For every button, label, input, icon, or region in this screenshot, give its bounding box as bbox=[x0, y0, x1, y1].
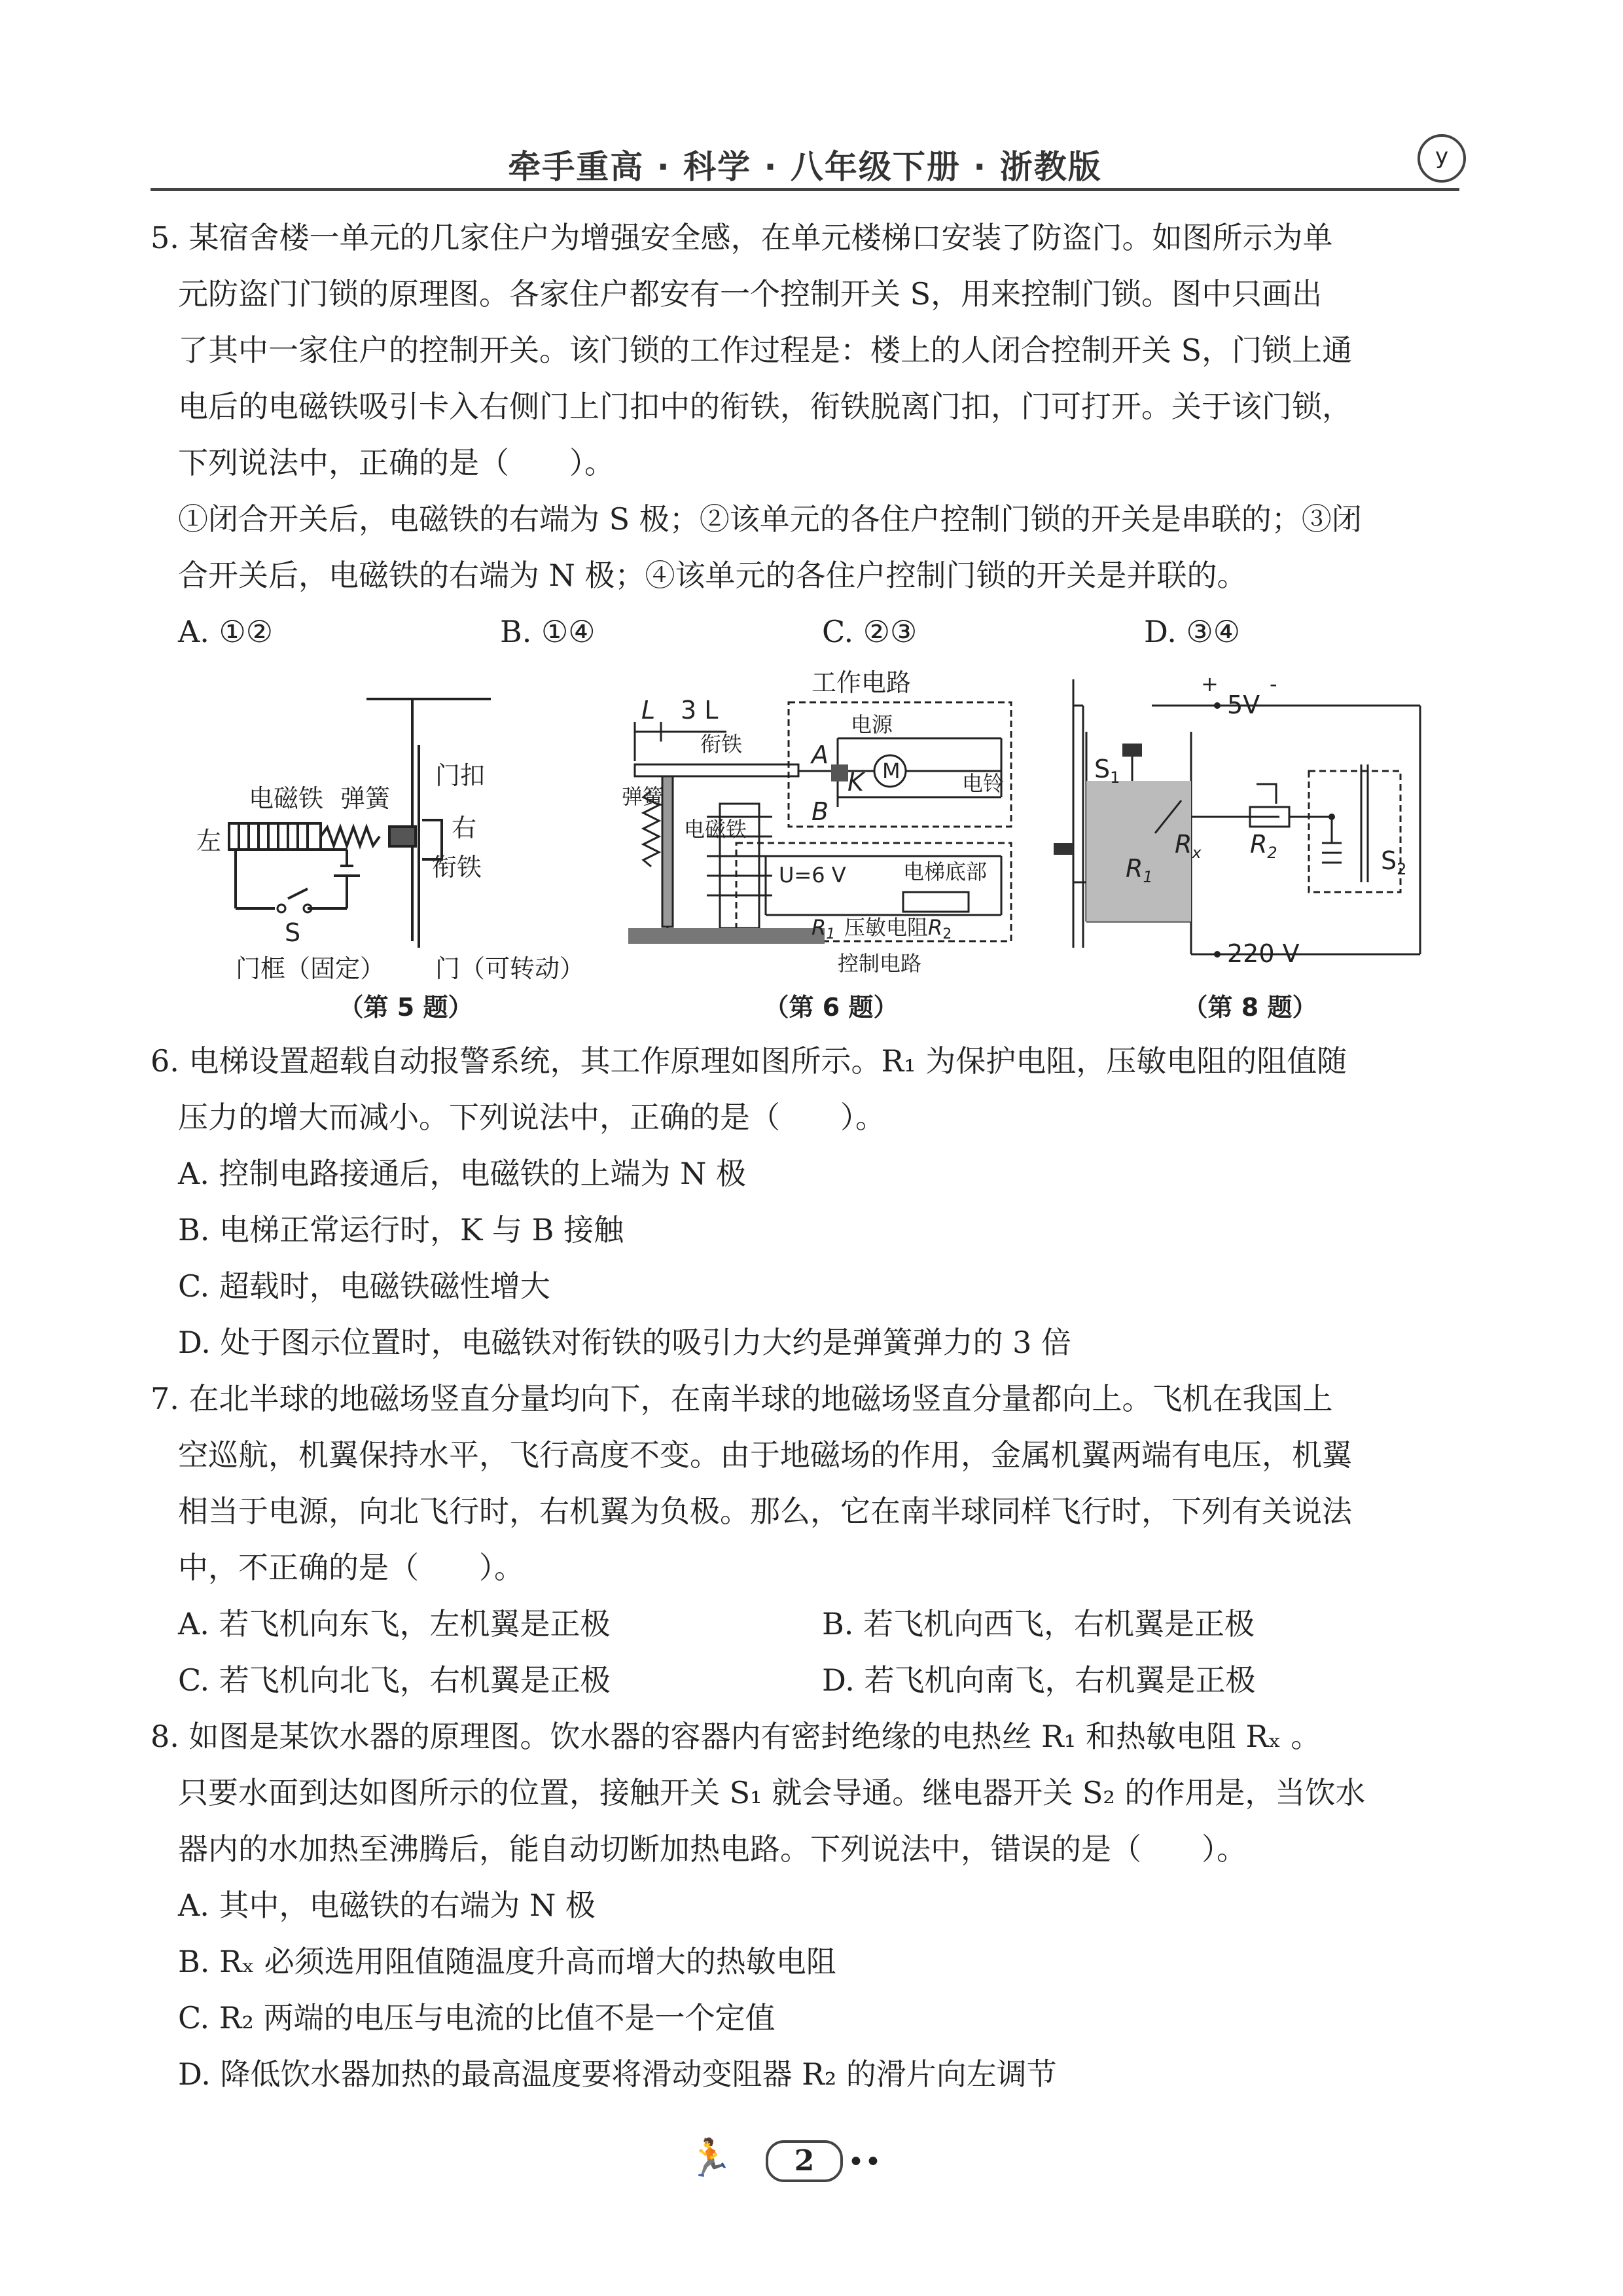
header-badge-icon: y bbox=[1418, 134, 1466, 183]
fig6-label-L: L bbox=[641, 696, 656, 725]
figures-row bbox=[151, 666, 1466, 1020]
q8-stem-line: 只要水面到达如图所示的位置，接触开关 S₁ 就会导通。继电器开关 S₂ 的作用是，当饮水 bbox=[178, 1775, 1366, 1810]
fig5-label-door: 门（可转动） bbox=[435, 954, 585, 983]
q5-stem-line: 5. 某宿舍楼一单元的几家住户为增强安全感，在单元楼梯口安装了防盗门。如图所示为单 bbox=[151, 220, 1333, 255]
q6-option-a: A. 控制电路接通后，电磁铁的上端为 N 极 bbox=[178, 1156, 746, 1191]
figure-5 bbox=[177, 666, 635, 1023]
fig8-label-R2-sub: 2 bbox=[1267, 844, 1277, 862]
fig6-label-voltage: U=6 V bbox=[779, 863, 846, 888]
q7-stem-line: 相当于电源，向北飞行时，右机翼为负极。那么，它在南半球同样飞行时，下列有关说法 bbox=[178, 1494, 1352, 1529]
figure-6 bbox=[622, 666, 1041, 1023]
q5-statement-line: ①闭合开关后，电磁铁的右端为 S 极；②该单元的各住户控制门锁的开关是串联的；③闭 bbox=[178, 501, 1362, 537]
fig6-label-bell: 电铃 bbox=[962, 771, 1005, 796]
q7-option-a: A. 若飞机向东飞，左机翼是正极 bbox=[178, 1606, 611, 1641]
q7-option-d: D. 若飞机向南飞，右机翼是正极 bbox=[822, 1662, 1256, 1698]
fig6-label-R1 bbox=[812, 915, 835, 942]
q6-option-b: B. 电梯正常运行时，K 与 B 接触 bbox=[178, 1212, 624, 1247]
page-number: 2 bbox=[766, 2140, 843, 2182]
q7-stem-line: 空巡航，机翼保持水平，飞行高度不变。由于地磁场的作用，金属机翼两端有电压，机翼 bbox=[178, 1437, 1352, 1473]
fig8-label-minus: - bbox=[1270, 672, 1277, 696]
q5-option-d: D. ③④ bbox=[1144, 614, 1240, 649]
question-8 bbox=[151, 1708, 1466, 2102]
figure-8-diagram bbox=[1054, 666, 1446, 987]
q6-stem-line: 6. 电梯设置超载自动报警系统，其工作原理如图所示。R₁ 为保护电阻，压敏电阻的阻值随 bbox=[151, 1043, 1347, 1079]
page-header bbox=[151, 141, 1459, 193]
q7-stem-line: 中，不正确的是（ ）。 bbox=[178, 1550, 524, 1585]
fig8-label-plus: + bbox=[1201, 672, 1219, 696]
q6-option-d: D. 处于图示位置时，电磁铁对衔铁的吸引力大约是弹簧弹力的 3 倍 bbox=[178, 1325, 1071, 1360]
header-rule bbox=[151, 188, 1459, 191]
q7-stem-line: 7. 在北半球的地磁场竖直分量均向下，在南半球的地磁场竖直分量都向上。飞机在我国上 bbox=[151, 1381, 1333, 1416]
figure-5-diagram bbox=[177, 666, 635, 987]
q6-stem-line: 压力的增大而减小。下列说法中，正确的是（ ）。 bbox=[178, 1100, 885, 1135]
q8-option-c: C. R₂ 两端的电压与电流的比值不是一个定值 bbox=[178, 2000, 776, 2036]
fig8-label-Rx bbox=[1175, 830, 1202, 862]
fig6-label-R2-letter: R bbox=[928, 915, 943, 940]
q5-option-b: B. ①④ bbox=[500, 614, 596, 649]
fig5-label-latch: 门扣 bbox=[435, 761, 486, 790]
q5-option-c: C. ②③ bbox=[822, 614, 918, 649]
q5-stem-line: 元防盗门门锁的原理图。各家住户都安有一个控制开关 S，用来控制门锁。图中只画出 bbox=[178, 276, 1323, 312]
fig6-label-R1-letter: R bbox=[812, 915, 827, 940]
fig8-label-R1-sub: 1 bbox=[1143, 868, 1153, 886]
fig8-label-S1-sub: 1 bbox=[1110, 768, 1120, 787]
q8-option-b: B. Rₓ 必须选用阻值随温度升高而增大的热敏电阻 bbox=[178, 1944, 836, 1979]
fig8-label-R2-letter: R bbox=[1250, 830, 1268, 859]
fig6-label-A: A bbox=[812, 740, 829, 769]
page-footer bbox=[668, 2137, 955, 2193]
q7-options bbox=[151, 1596, 1466, 1708]
q7-option-b: B. 若飞机向西飞，右机翼是正极 bbox=[822, 1606, 1255, 1641]
figure-6-diagram bbox=[622, 666, 1041, 987]
fig6-label-sensor-text: 压敏电阻 bbox=[844, 915, 929, 940]
fig8-label-R2 bbox=[1250, 830, 1277, 862]
fig8-label-Rx-sub: x bbox=[1192, 844, 1202, 862]
figure-8-caption: （第 8 题） bbox=[1183, 993, 1317, 1022]
fig6-label-control-circuit: 控制电路 bbox=[838, 951, 922, 976]
fig5-label-right: 右 bbox=[452, 814, 477, 842]
fig6-label-floor: 电梯底部 bbox=[903, 859, 988, 884]
q5-options bbox=[151, 603, 1466, 660]
runner-icon: 🏃 bbox=[687, 2137, 733, 2179]
header-title: 牵手重高 · 科学 · 八年级下册 · 浙教版 bbox=[508, 148, 1102, 186]
fig6-label-sensor bbox=[844, 915, 952, 942]
fig6-label-motor: M bbox=[882, 759, 901, 783]
fig6-label-electromagnet: 电磁铁 bbox=[684, 817, 747, 842]
fig6-label-3L: 3 L bbox=[681, 696, 719, 725]
q8-stem-line: 8. 如图是某饮水器的原理图。饮水器的容器内有密封绝缘的电热丝 R₁ 和热敏电阻 Rₓ 。 bbox=[151, 1719, 1321, 1754]
fig6-label-armature: 衔铁 bbox=[700, 732, 743, 757]
q5-option-a: A. ①② bbox=[178, 614, 273, 649]
fig8-label-mains: 220 V bbox=[1227, 939, 1300, 968]
q8-stem-line: 器内的水加热至沸腾后，能自动切断加热电路。下列说法中，错误的是（ ）。 bbox=[178, 1831, 1247, 1867]
q5-stem-line: 电后的电磁铁吸引卡入右侧门上门扣中的衔铁，衔铁脱离门扣，门可打开。关于该门锁， bbox=[178, 389, 1352, 424]
figure-6-caption: （第 6 题） bbox=[764, 993, 899, 1022]
question-7 bbox=[151, 1371, 1466, 1708]
fig5-label-switch: S bbox=[285, 918, 301, 947]
fig6-label-B: B bbox=[812, 797, 829, 826]
fig6-label-power: 电源 bbox=[851, 712, 893, 737]
fig8-label-Rx-letter: R bbox=[1175, 830, 1192, 859]
fig6-label-R1-sub: 1 bbox=[826, 926, 836, 942]
footer-dots: •• bbox=[847, 2145, 882, 2179]
q5-stem-line: 下列说法中，正确的是（ ）。 bbox=[178, 445, 615, 480]
question-5 bbox=[151, 209, 1466, 660]
fig5-label-left: 左 bbox=[196, 827, 222, 855]
fig8-label-voltage: 5V bbox=[1227, 691, 1260, 719]
fig8-label-S2 bbox=[1381, 846, 1406, 878]
fig8-label-S2-letter: S bbox=[1381, 846, 1397, 875]
fig6-label-work-circuit: 工作电路 bbox=[812, 668, 912, 697]
fig6-label-spring: 弹簧 bbox=[622, 784, 664, 809]
fig5-label-armature: 衔铁 bbox=[432, 853, 482, 882]
q8-option-a: A. 其中，电磁铁的右端为 N 极 bbox=[178, 1888, 596, 1923]
q6-option-c: C. 超载时，电磁铁磁性增大 bbox=[178, 1268, 550, 1304]
figure-8 bbox=[1054, 666, 1446, 1023]
figure-5-caption: （第 5 题） bbox=[338, 993, 473, 1022]
q5-stem-line: 了其中一家住户的控制开关。该门锁的工作过程是：楼上的人闭合控制开关 S，门锁上通 bbox=[178, 332, 1353, 368]
fig5-label-frame: 门框（固定） bbox=[236, 954, 385, 983]
fig5-label-electromagnet: 电磁铁 bbox=[249, 784, 324, 813]
fig8-label-S1-letter: S bbox=[1094, 755, 1111, 783]
fig5-label-spring: 弹簧 bbox=[340, 784, 391, 813]
fig8-label-S2-sub: 2 bbox=[1397, 860, 1407, 878]
fig6-label-R2-sub: 2 bbox=[942, 926, 952, 942]
q7-option-c: C. 若飞机向北飞，右机翼是正极 bbox=[178, 1662, 611, 1698]
q8-option-d: D. 降低饮水器加热的最高温度要将滑动变阻器 R₂ 的滑片向左调节 bbox=[178, 2056, 1057, 2092]
page-content bbox=[151, 209, 1466, 2102]
fig6-label-K: K bbox=[847, 768, 864, 797]
question-6 bbox=[151, 1033, 1466, 1371]
q5-statement-line: 合开关后，电磁铁的右端为 N 极；④该单元的各住户控制门锁的开关是并联的。 bbox=[178, 558, 1247, 593]
fig8-label-S1 bbox=[1094, 755, 1120, 787]
fig8-label-R1-letter: R bbox=[1126, 854, 1143, 883]
